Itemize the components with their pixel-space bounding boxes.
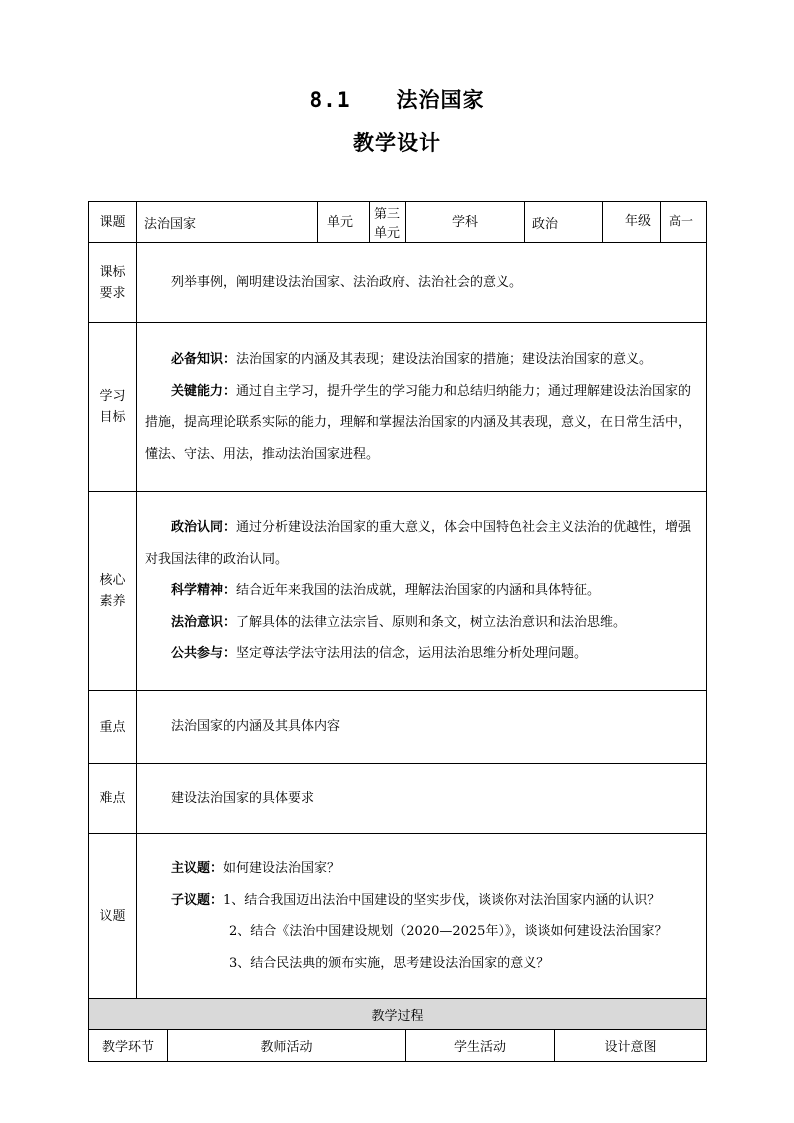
core-p4-text: 坚定尊法学法守法用法的信念，运用法治思维分析处理问题。 — [236, 646, 588, 662]
key-point-row — [89, 691, 707, 764]
core-paragraph-4 — [145, 638, 698, 670]
standard-label-line1: 课标 — [99, 264, 126, 280]
issues-content — [137, 834, 707, 999]
difficulty-row — [89, 764, 707, 834]
goals-content — [137, 323, 707, 492]
standard-text: 列举事例，阐明建设法治国家、法治政府、法治社会的意义。 — [171, 274, 523, 290]
key-point-content — [137, 691, 707, 764]
core-content — [137, 492, 707, 691]
info-row — [89, 202, 707, 243]
subject-label: 学科 — [406, 202, 525, 243]
lesson-plan-table — [88, 201, 707, 1062]
subject-value: 政治 — [525, 202, 603, 243]
topic-label: 课题 — [89, 202, 137, 243]
goals-row — [89, 323, 707, 492]
process-title: 教学过程 — [89, 999, 707, 1030]
sub-issue-3: 3、结合民法典的颁布实施，思考建设法治国家的意义？ — [229, 955, 550, 971]
column-design-intent: 设计意图 — [555, 1030, 707, 1062]
column-teacher-activity: 教师活动 — [168, 1030, 406, 1062]
unit-label: 单元 — [318, 202, 370, 243]
standard-label-line2: 要求 — [99, 285, 126, 301]
difficulty-text: 建设法治国家的具体要求 — [171, 790, 315, 806]
core-p3-heading: 法治意识： — [171, 614, 237, 630]
core-p2-text: 结合近年来我国的法治成就，理解法治国家的内涵和具体特征。 — [236, 583, 601, 599]
goals-label-line2: 目标 — [99, 410, 126, 425]
goals-label-line1: 学习 — [99, 389, 126, 404]
core-p2-heading: 科学精神： — [171, 583, 237, 599]
issues-row — [89, 834, 707, 999]
sub-issue-1-text: 1、结合我国迈出法治中国建设的坚实步伐，谈谈你对法治国家内涵的认识？ — [223, 892, 661, 908]
unit-value: 第三单元 — [370, 202, 406, 243]
main-issue-text: 如何建设法治国家？ — [223, 861, 341, 876]
topic-value: 法治国家 — [137, 202, 318, 243]
sub-issue-2: 2、结合《法治中国建设规划（2020—2025年）》，谈谈如何建设法治国家？ — [229, 924, 668, 939]
goals-label — [89, 323, 137, 492]
goals-p1-text: 法治国家的内涵及其表现；建设法治国家的措施；建设法治国家的意义。 — [236, 352, 653, 367]
core-label-line2: 素养 — [99, 594, 126, 609]
grade-label: 年级 — [616, 202, 661, 242]
difficulty-content — [137, 764, 707, 834]
main-issue — [145, 853, 698, 885]
grade-value: 高一 — [669, 214, 694, 228]
core-label-line1: 核心 — [99, 573, 126, 588]
goals-p2-heading: 关键能力： — [171, 383, 237, 399]
column-student-activity: 学生活动 — [406, 1030, 555, 1062]
main-issue-heading: 主议题： — [171, 861, 224, 876]
sub-issue-1 — [145, 885, 698, 917]
core-p1-heading: 政治认同： — [171, 520, 237, 536]
process-header-row — [89, 1030, 707, 1062]
key-point-text: 法治国家的内涵及其具体内容 — [171, 719, 341, 735]
standard-content — [137, 243, 707, 323]
goals-p1-heading: 必备知识： — [171, 352, 237, 367]
key-point-label: 重点 — [89, 691, 137, 764]
sub-issue-heading: 子议题： — [171, 892, 224, 908]
core-paragraph-3 — [145, 607, 698, 639]
grade-and-value — [603, 202, 707, 243]
goals-p2-text: 通过自主学习，提升学生的学习能力和总结归纳能力；通过理解建设法治国家的措施，提高理论联系实际的能力，理解和掌握法治国家的内涵及其表现，意义，在日常生活中，懂法、守法、用法，推动法治国家进程。 — [145, 383, 692, 462]
core-row — [89, 492, 707, 691]
section-name: 法治国家 — [396, 88, 485, 112]
goals-paragraph-2 — [145, 376, 698, 471]
core-label — [89, 492, 137, 691]
document-title — [0, 84, 794, 114]
section-number: 8.1 — [309, 88, 351, 112]
process-title-row — [89, 999, 707, 1030]
column-teaching-step: 教学环节 — [89, 1030, 168, 1062]
standard-row — [89, 243, 707, 323]
goals-paragraph-1 — [145, 344, 698, 376]
core-p1-text: 通过分析建设法治国家的重大意义，体会中国特色社会主义法治的优越性，增强对我国法律的政治认同。 — [145, 520, 692, 567]
difficulty-label: 难点 — [89, 764, 137, 834]
core-paragraph-1 — [145, 512, 698, 575]
core-p3-text: 了解具体的法律立法宗旨、原则和条文，树立法治意识和法治思维。 — [236, 614, 627, 630]
standard-label — [89, 243, 137, 323]
document-subtitle: 教学设计 — [353, 131, 441, 155]
core-p4-heading: 公共参与： — [171, 646, 237, 662]
issues-label: 议题 — [89, 834, 137, 999]
core-paragraph-2 — [145, 575, 698, 607]
